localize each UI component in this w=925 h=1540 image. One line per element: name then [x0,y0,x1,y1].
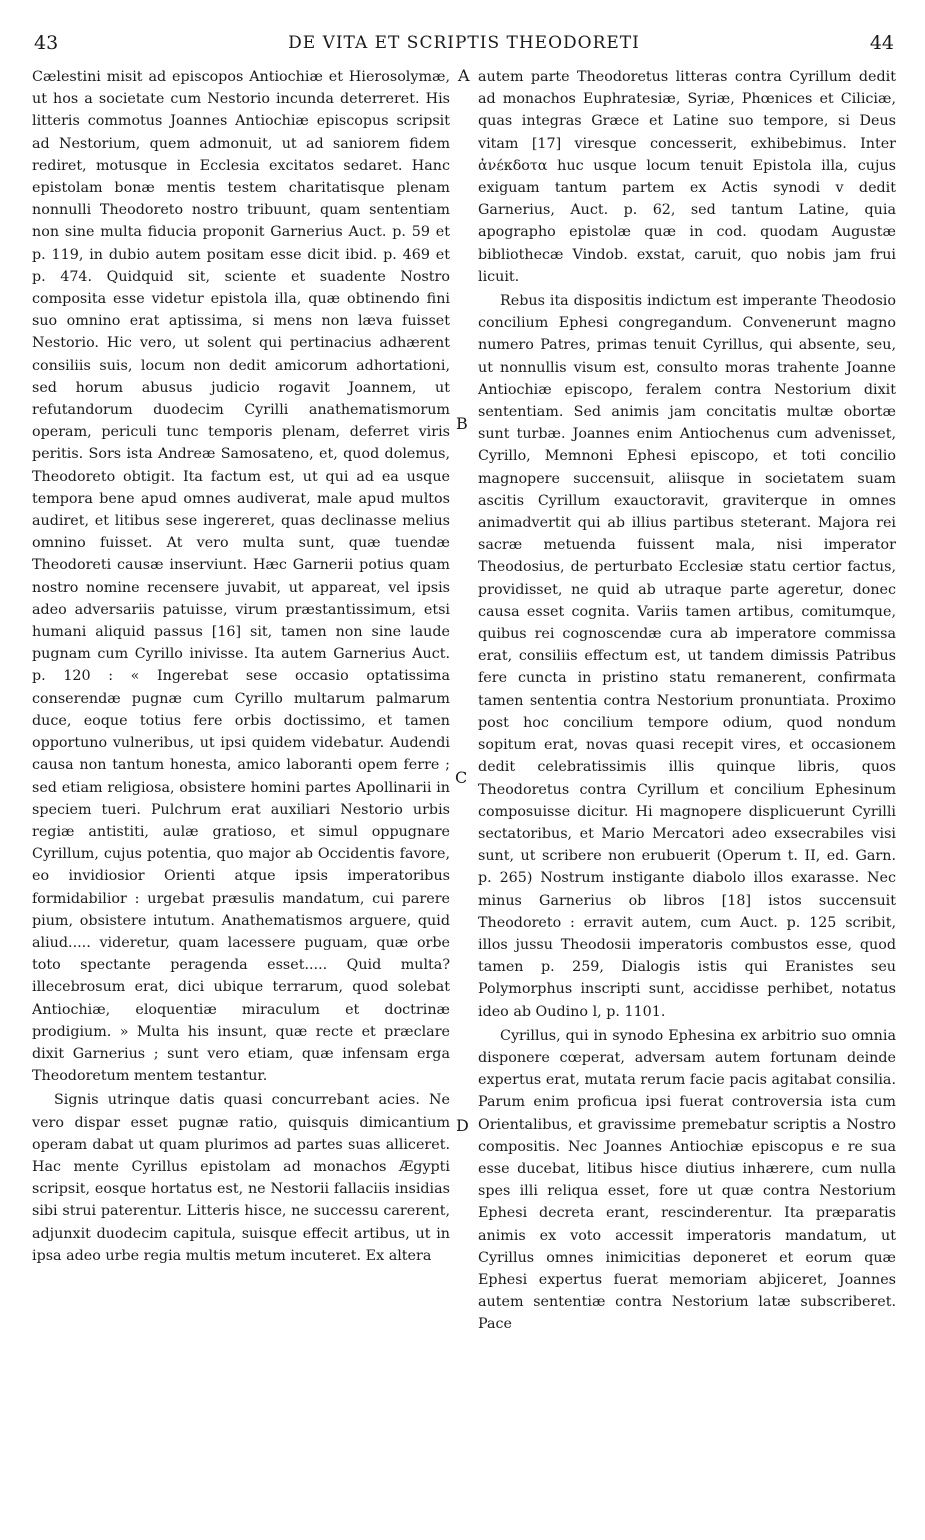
page-number-right: 44 [869,32,894,54]
margin-marker-a: A [458,66,470,85]
page-header [34,32,894,58]
paragraph: Rebus ita dispositis indictum est imperante Theodosio concilium Ephesi congregandum. Convenerunt magno numero Patres, primas tenuit Cyrillus, qui absente, seu, ut nonnullis visum est, consulto moras trahente Joanne Antiochiæ episcopo, feralem contra Nestorium dixit sententiam. Sed animis jam concitatis multæ obortæ sunt turbæ. Joannes enim Antiochenus cum advenisset, Cyrillo, Memnoni Ephesi episcopo, et toti concilio magnopere succensuit, aliisque in societatem suam ascitis Cyrillum exauctoravit, graviterque in omnes animadvertit qui ab illius partibus steterant. Majora rei sacræ metuenda fuissent mala, nisi imperator Theodosius, de perturbato Ecclesiæ statu certior factus, providisset, ne quid ab utraque parte ageretur, donec causa esset cognita. Variis tamen artibus, comitumque, quibus rei cognoscendæ cura ab imperatore commissa erat, consiliis effectum est, ut tandem dimissis Patribus fere cuncta in pristino statu remanerent, confirmata tamen sententia contra Nestorium pronuntiata. Proximo post hoc concilium tempore odium, quod nondum sopitum erat, novas quasi recepit vires, et occasionem dedit celebratissimis illis quinque libris, quos Theodoretus contra Cyrillum et concilium Ephesinum composuisse dicitur. Hi magnopere displicuerunt Cyrilli sectatoribus, et Mario Mercatori adeo exsecrabiles visi sunt, ut scribere non erubuerit (Operum t. II, ed. Garn. p. 265) Nostrum instigante diabolo illos exarasse. Nec minus Garnerius ob libros [18] istos succensuit Theodoreto : erravit autem, cum Auct. p. 125 scribit, illos jussu Theodosii imperatoris combustos esse, quod tamen p. 259, Dialogis istis qui Eranistes seu Polymorphus inscripti sunt, accidisse perhibet, notatus ideo ab Oudino l, p. 1101. [478,293,896,1020]
paragraph: Cælestini misit ad episcopos Antiochiæ et Hierosolymæ, ut hos a societate cum Nestorio incunda deterreret. His litteris commotus Joannes Antiochiæ episcopus scripsit ad Nestorium, quem admonuit, ut ad saniorem fidem rediret, motusque in Ecclesia excitatos sedaret. Hanc epistolam bonæ mentis testem charitatisque plenam nonnulli Theodoreto nostro tribuunt, quam sententiam non sine multa fiducia proponit Garnerius Auct. p. 59 et p. 119, in dubio autem positam esse dicit ibid. p. 469 et p. 474. Quidquid sit, sciente et suadente Nostro composita esse videtur epistola illa, quæ obtinendo fini suo omnino erat aptissima, si mens non læva fuisset Nestorio. Hic vero, ut solent qui pertinacius adhærent consiliis suis, locum non dedit amicorum adhortationi, sed horum abusus judicio rogavit Joannem, ut refutandorum duodecim Cyrilli anathematismorum operam, periculi tunc temporis plenam, deferret viris peritis. Sors ista Andreæ Samosateno, et, quod dolemus, Theodoreto obtigit. Ita factum est, ut qui ad ea usque tempora bene apud omnes audiverat, male apud multos audiret, et litibus sese ingereret, quas declinasse melius omnino fuisset. At vero multa sunt, quæ tuendæ Theodoreti causæ inserviunt. Hæc Garnerii potius quam nostro nomine recensere juvabit, ut appareat, vel ipsis adeo adversariis patuisse, virum præstantissimum, etsi humani aliquid passus [16] sit, tamen non sine laude pugnam cum Cyrillo inivisse. Ita autem Garnerius Auct. p. 120 : « Ingerebat sese occasio optatissima conserendæ pugnæ cum Cyrillo multarum palmarum duce, eoque totius fere orbis doctissimo, et tamen opportuno vulneribus, ut ipsi quidem videbatur. Audendi causa non tantum honesta, amico laboranti opem ferre ; sed etiam religiosa, obsistere homini partes Apollinarii in speciem tueri. Pulchrum erat auxiliari Nestorio urbis regiæ antistiti, aulæ gratioso, et simul oppugnare Cyrillum, cujus potentia, quo major ab Occidentis favore, eo invidiosior Orienti atque ipsis imperatoribus formidabilior : urgebat præsulis mandatum, cui parere pium, obsistere intutum. Anathematismos arguere, quid aliud..... videretur, quam lacessere puguam, quæ orbe toto spectante peragenda esset..... Quid multa? illecebrosum erat, dici ubique terrarum, quod solebat Antiochiæ, eloquentiæ miraculum et doctrinæ prodigium. » Multa his insunt, quæ recte et præclare dixit Garnerius ; sunt vero etiam, quæ infensam erga Theodoretum mentem testantur. [32,69,450,1085]
margin-marker-c: C [455,768,468,787]
running-title: DE VITA ET SCRIPTIS THEODORETI [288,33,640,53]
paragraph: Cyrillus, qui in synodo Ephesina ex arbitrio suo omnia disponere cœperat, adversam autem fortunam deinde expertus erat, mutata rerum facie pacis agitabat consilia. Parum enim proficua ipsi fuerat controversia ista cum Orientalibus, et gravissime premebatur scriptis a Nostro compositis. Nec Joannes Antiochiæ episcopus e re sua esse ducebat, litibus hisce diutius inhærere, cum nulla spes illi reliqua esset, fore ut quæ contra Nestorium Ephesi decreta erant, rescinderentur. Ita præparatis animis ex voto accessit imperatoris mandatum, ut Cyrillus omnes inimicitias deponeret et eorum quæ Ephesi expertus fuerat memoriam abjiceret, Joannes autem sententiæ contra Nestorium latæ subscriberet. Pace [478,1027,896,1333]
left-column [32,66,450,1267]
paragraph: autem parte Theodoretus litteras contra Cyrillum dedit ad monachos Euphratesiæ, Syriæ, Phœnices et Ciliciæ, quas integras Græce et Latine suo tempore, si Deus vitam [17] viresque concesserit, exhibebimus. Inter ἀνέκδοτα huc usque locum tenuit Epistola illa, cujus exiguam tantum partem ex Actis synodi v dedit Garnerius, Auct. p. 62, sed tantum Latine, quia apographo epistolæ quæ in cod. quodam Augustæ bibliothecæ Vindob. exstat, caruit, quo nobis jam frui licuit. [478,69,896,285]
margin-marker-d: D [456,1116,469,1135]
right-column [478,66,896,1336]
page-number-left: 43 [34,32,59,54]
margin-marker-b: B [456,414,468,433]
paragraph: Signis utrinque datis quasi concurrebant acies. Ne vero dispar esset pugnæ ratio, quisquis dimicantium operam dabat ut quam plurimos ad partes suas alliceret. Hac mente Cyrillus epistolam ad monachos Ægypti scripsit, eosque hortatus est, ne Nestorii fallaciis insidias sibi strui paterentur. Litteris hisce, ne successu carerent, adjunxit duodecim capitula, suisque effecit artibus, ut in ipsa adeo urbe regia multis metum incuteret. Ex altera [32,1092,450,1264]
